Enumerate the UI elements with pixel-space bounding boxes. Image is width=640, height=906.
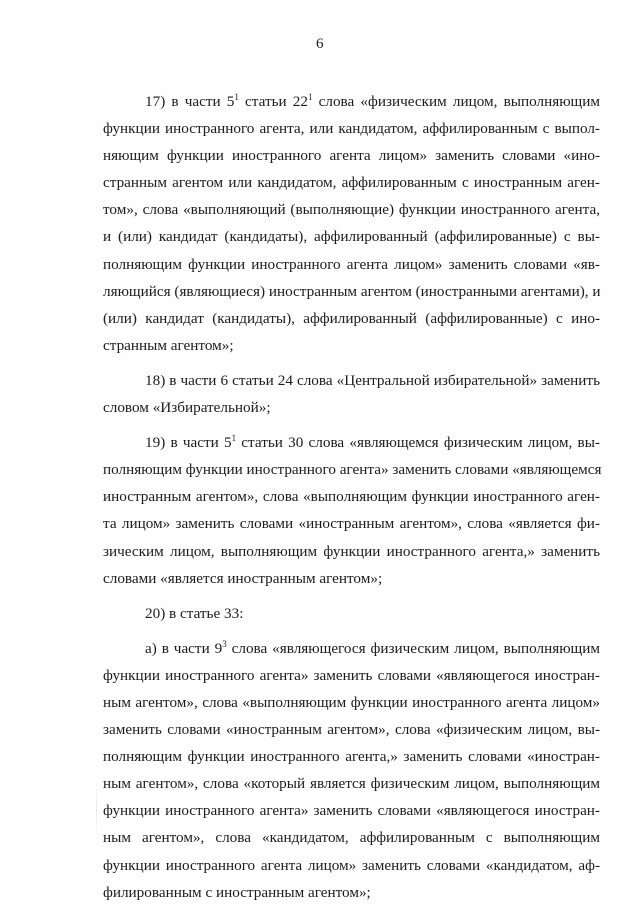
- text-line: ляющийся (являющиеся) иностранным агентом (иностранными агентами), и: [103, 282, 601, 300]
- document-body: [103, 88, 600, 906]
- scan-artifact: [96, 780, 97, 840]
- text-line: 19) в части $5^1$ статьи 30 слова «являющемся физическим лицом, вы-: [145, 433, 600, 452]
- text-line: функции иностранного агента, или кандидатом, аффилированным с выпол-: [103, 120, 600, 138]
- text-line: 17) в части $5^1$ статьи $22^1$ слова «физическим лицом, выполняющим: [145, 92, 600, 110]
- paragraph-gap: [103, 592, 600, 600]
- text-line: иностранным агентом», слова «выполняющим функции иностранного аген-: [103, 488, 600, 506]
- text-line: ным агентом», слова «который является физическим лицом, выполняющим: [103, 775, 600, 793]
- text-line: странным агентом или кандидатом, аффилированным с иностранным аген-: [103, 174, 600, 192]
- text-line: и (или) кандидат (кандидаты), аффилированный (аффилированные) с вы-: [103, 228, 600, 246]
- text-line: функции иностранного агента лицом» заменить словами «кандидатом, аф-: [103, 856, 600, 874]
- text-line: зическим лицом, выполняющим функции иностранного агента,» заменить: [103, 542, 600, 560]
- text-line: полняющим функции иностранного агента» заменить словами «являющемся: [103, 461, 602, 479]
- text-line: (или) кандидат (кандидаты), аффилированный (аффилированные) с ино-: [103, 309, 600, 327]
- text-line: 18) в части 6 статьи 24 слова «Центральной избирательной» заменить: [145, 371, 600, 389]
- paragraph-p20: [103, 600, 600, 627]
- text-line: а) в части $9^3$ слова «являющегося физическим лицом, выполняющим: [145, 638, 600, 657]
- text-line: словами «является иностранным агентом»;: [103, 569, 383, 587]
- text-line: полняющим функции иностранного агента лицом» заменить словами «яв-: [103, 255, 600, 273]
- text-line: функции иностранного агента» заменить словами «являющегося иностран-: [103, 666, 600, 684]
- text-line: том», слова «выполняющий (выполняющие) функции иностранного агента,: [103, 201, 600, 219]
- text-line: ным агентом», слова «выполняющим функции иностранного агента лицом»: [103, 693, 600, 711]
- text-line: няющим функции иностранного агента лицом» заменить словами «ино-: [103, 147, 600, 165]
- paragraph-p19: [103, 429, 600, 592]
- text-line: странным агентом»;: [103, 336, 234, 354]
- paragraph-p20a: [103, 635, 600, 906]
- text-line: функции иностранного агента» заменить словами «являющегося иностран-: [103, 802, 600, 820]
- paragraph-p18: [103, 367, 600, 421]
- text-line: словом «Избирательной»;: [103, 399, 271, 417]
- text-line: ным агентом», слова «кандидатом, аффилированным с выполняющим: [103, 829, 600, 847]
- paragraph-p17: [103, 88, 600, 359]
- text-line: 20) в статье 33:: [145, 604, 244, 622]
- text-line: заменить словами «иностранным агентом», слова «физическим лицом, вы-: [103, 721, 600, 739]
- text-line: филированным с иностранным агентом»;: [103, 883, 371, 901]
- text-line: полняющим функции иностранного агента,» заменить словами «иностран-: [103, 748, 600, 766]
- text-line: та лицом» заменить словами «иностранным агентом», слова «является фи-: [103, 515, 600, 533]
- paragraph-gap: [103, 359, 600, 367]
- page-number: 6: [316, 36, 324, 52]
- paragraph-gap: [103, 421, 600, 429]
- paragraph-gap: [103, 627, 600, 635]
